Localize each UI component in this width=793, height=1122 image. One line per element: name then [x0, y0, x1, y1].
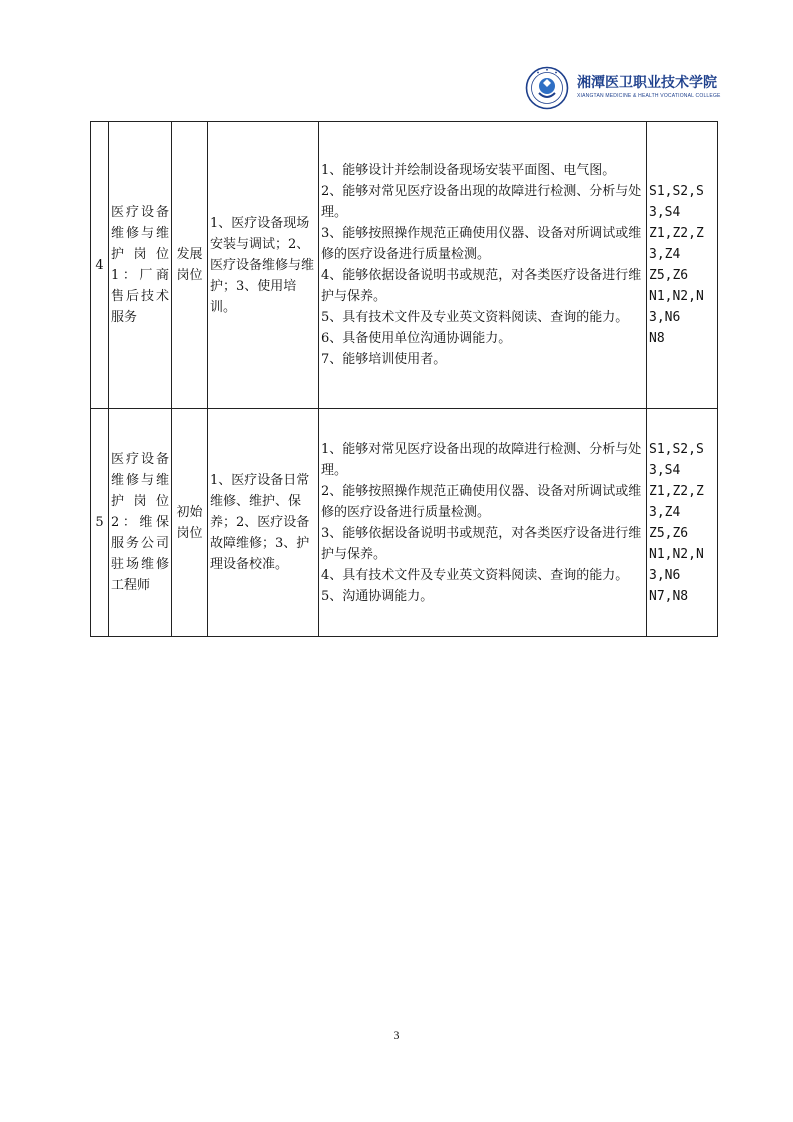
code-group: Z1,Z2,Z3,Z4	[649, 226, 704, 262]
code-group: Z1,Z2,Z3,Z4	[649, 483, 704, 520]
requirement-item: 5、沟通协调能力。	[321, 588, 434, 604]
requirement-item: 3、能够依据设备说明书或规范，对各类医疗设备进行维护与保养。	[321, 525, 642, 562]
requirement-item: 1、能够对常见医疗设备出现的故障进行检测、分析与处理。	[321, 441, 642, 478]
college-emblem-icon	[525, 66, 569, 110]
requirement-item: 5、具有技术文件及专业英文资料阅读、查询的能力。	[321, 310, 629, 325]
position-tasks: 1、医疗设备日常维修、维护、保养；2、医疗设备故障维修；3、护理设备校准。	[208, 409, 319, 637]
ability-requirements	[319, 409, 647, 637]
college-name: 湘潭医卫职业技术学院	[577, 75, 717, 91]
ability-codes	[647, 122, 718, 409]
page-number: 3	[393, 1028, 400, 1042]
requirement-item: 1、能够设计并绘制设备现场安装平面图、电气图。	[321, 163, 616, 178]
row-index: 4	[91, 122, 109, 409]
row-index: 5	[91, 409, 109, 637]
position-tasks: 1、医疗设备现场安装与调试；2、医疗设备维修与维护；3、使用培训。	[208, 122, 319, 409]
ability-requirements	[319, 122, 647, 409]
code-group: N1,N2,N3,N6	[649, 546, 704, 583]
requirement-item: 3、能够按照操作规范正确使用仪器、设备对所调试或维修的医疗设备进行质量检测。	[321, 226, 642, 262]
table-row	[91, 122, 718, 409]
code-group: Z5,Z6	[649, 525, 689, 541]
code-group: N7,N8	[649, 588, 689, 604]
position-name: 医疗设备维修与维护岗位2：维保服务公司驻场维修工程师	[109, 409, 172, 637]
code-group: Z5,Z6	[649, 268, 689, 283]
college-logo	[525, 66, 721, 112]
position-name: 医疗设备维修与维护岗位1：厂商售后技术服务	[109, 122, 172, 409]
code-group: S1,S2,S3,S4	[649, 441, 704, 478]
requirement-item: 6、具备使用单位沟通协调能力。	[321, 331, 512, 346]
ability-codes	[647, 409, 718, 637]
requirement-item: 2、能够对常见医疗设备出现的故障进行检测、分析与处理。	[321, 184, 642, 220]
requirement-item: 2、能够按照操作规范正确使用仪器、设备对所调试或维修的医疗设备进行质量检测。	[321, 483, 642, 520]
requirement-item: 4、具有技术文件及专业英文资料阅读、查询的能力。	[321, 567, 629, 583]
requirement-item: 4、能够依据设备说明书或规范，对各类医疗设备进行维护与保养。	[321, 268, 642, 304]
position-level: 初始岗位	[172, 409, 208, 637]
position-requirements-table	[90, 121, 718, 637]
position-level: 发展岗位	[172, 122, 208, 409]
requirement-item: 7、能够培训使用者。	[321, 352, 447, 367]
code-group: N8	[649, 331, 665, 346]
table-row	[91, 409, 718, 637]
college-name-english: XIANGTAN MEDICINE & HEALTH VOCATIONAL COLLEGE	[577, 93, 721, 99]
code-group: N1,N2,N3,N6	[649, 289, 704, 325]
code-group: S1,S2,S3,S4	[649, 184, 704, 220]
